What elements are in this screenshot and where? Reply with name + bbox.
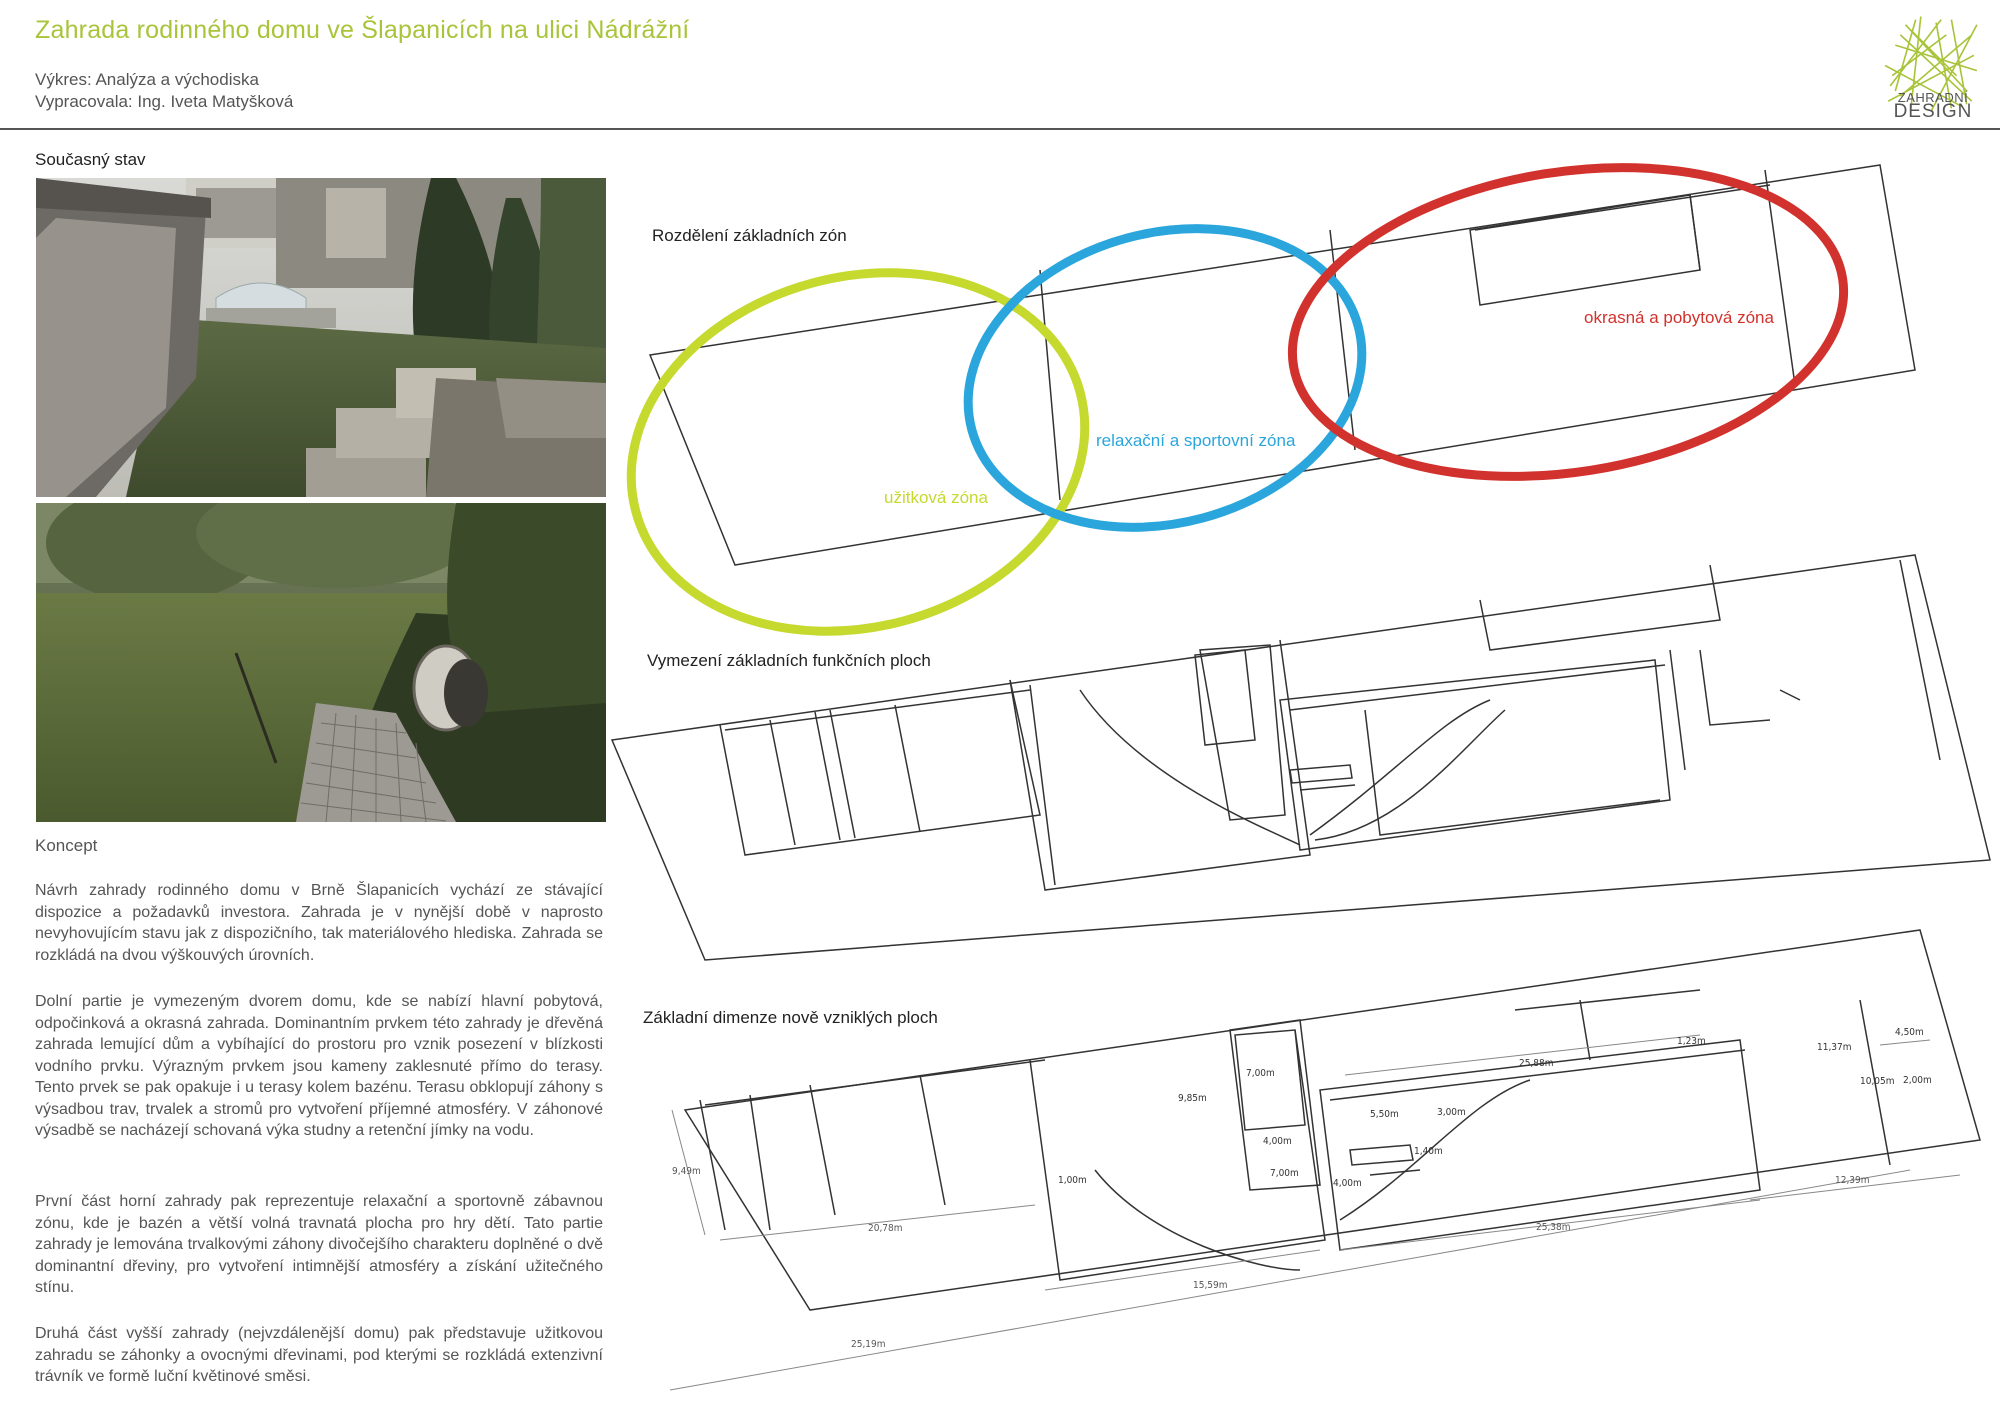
dim-label: 3,00m — [1437, 1107, 1466, 1118]
garden-photo-upper-terrace — [36, 178, 606, 497]
author-name: Vypracovala: Ing. Iveta Matyšková — [35, 92, 294, 111]
current-state-label: Současný stav — [35, 150, 146, 169]
relax-zone-label: relaxační a sportovní zóna — [1096, 431, 1296, 450]
concept-paragraph-3: První část horní zahrady pak reprezentuje relaxační a sportovně zábavnou zónu, kde je bazén a větší volná travnatá plocha pro hry dětí. Tato partie zahrady je lemována trvalkovými záhony divočejšího charakteru doplněné o dvě dominantní dřeviny, pro vytvoření intimnější atmosféry a získání užitečného stínu. — [35, 1193, 603, 1296]
drawing-name: Výkres: Analýza a východiska — [35, 70, 259, 89]
logo-line1: ZAHRADNÍ — [1897, 90, 1969, 105]
zones-heading: Rozdělení základních zón — [652, 226, 847, 245]
dim-label: 15,59m — [1193, 1280, 1228, 1291]
ornamental-zone-label: okrasná a pobytová zóna — [1584, 308, 1774, 327]
dim-label: 7,00m — [1270, 1168, 1299, 1179]
concept-paragraph-4: Druhá část vyšší zahrady (nejvzdálenější domu) pak představuje užitkovou zahradu se záhonky a ovocnými dřevinami, pod kterými se rozkládá extenzivní trávník ve formě luční květinové směsi. — [35, 1325, 603, 1385]
concept-paragraph-2: Dolní partie je vymezeným dvorem domu, kde se nabízí hlavní pobytová, odpočinková a okrasná zahrada. Dominantním prvkem této zahrady je dřevěná zahrada lemující dům a vybíhající do prostoru pro vznik posezení v blízkosti vodního prvku. Výrazným prvkem jsou kameny zaklesnuté přímo do terasy. Tento prvek se pak opakuje i u terasy kolem bazénu. Terasu obklopují záhony s výsadbou trav, trvalek a stromů pro vytvoření příjemné atmosféry. V záhonové výsadbě se nacházejí schovaná výka studny a retenční jímky na vodu. — [35, 993, 603, 1139]
dim-label: 4,00m — [1333, 1178, 1362, 1189]
concept-paragraph-1: Návrh zahrady rodinného domu v Brně Šlapanicích vychází ze stávající dispozice a požadavků investora. Zahrada je v nynější době v naprosto nevyhovujícím stavu jak z dispozičního, tak materiálového hlediska. Zahrada se rozkládá na dvou výškouvých úrovních. — [35, 882, 603, 964]
dim-label: 5,50m — [1370, 1109, 1399, 1120]
dim-label: 12,39m — [1835, 1175, 1870, 1186]
header-divider — [0, 128, 2000, 130]
dim-label: 25,19m — [851, 1339, 886, 1350]
dimensions-heading: Základní dimenze nově vzniklých ploch — [643, 1008, 938, 1027]
dim-label: 1,23m — [1677, 1036, 1706, 1047]
dim-label: 11,37m — [1817, 1042, 1852, 1053]
logo-line2: DESIGN — [1893, 101, 1973, 122]
functional-plan — [612, 555, 1990, 960]
dim-label: 25,38m — [1536, 1222, 1571, 1233]
dim-label: 10,05m — [1860, 1076, 1895, 1087]
dim-label: 20,78m — [868, 1223, 903, 1234]
dim-label: 9,49m — [672, 1166, 701, 1177]
dimensions-plan — [685, 930, 1980, 1310]
dim-label: 1,40m — [1414, 1146, 1443, 1157]
functional-heading: Vymezení základních funkčních ploch — [647, 651, 931, 670]
dim-label: 7,00m — [1246, 1068, 1275, 1079]
dim-label: 4,50m — [1895, 1027, 1924, 1038]
utility-zone-ellipse — [600, 223, 1125, 680]
concept-label: Koncept — [35, 836, 98, 855]
dim-label: 1,00m — [1058, 1175, 1087, 1186]
dim-label: 2,00m — [1903, 1075, 1932, 1086]
dim-label: 25,88m — [1519, 1058, 1554, 1069]
utility-zone-label: užitková zóna — [884, 488, 988, 507]
page-title: Zahrada rodinného domu ve Šlapanicích na ulici Nádrážní — [35, 16, 690, 44]
dim-label: 9,85m — [1178, 1093, 1207, 1104]
relax-zone-ellipse — [934, 186, 1395, 570]
zones-plot-outline — [650, 165, 1915, 565]
site-plan-drawings — [600, 150, 2000, 1414]
dim-label: 4,00m — [1263, 1136, 1292, 1147]
garden-photo-lawn-and-paving — [36, 503, 606, 822]
